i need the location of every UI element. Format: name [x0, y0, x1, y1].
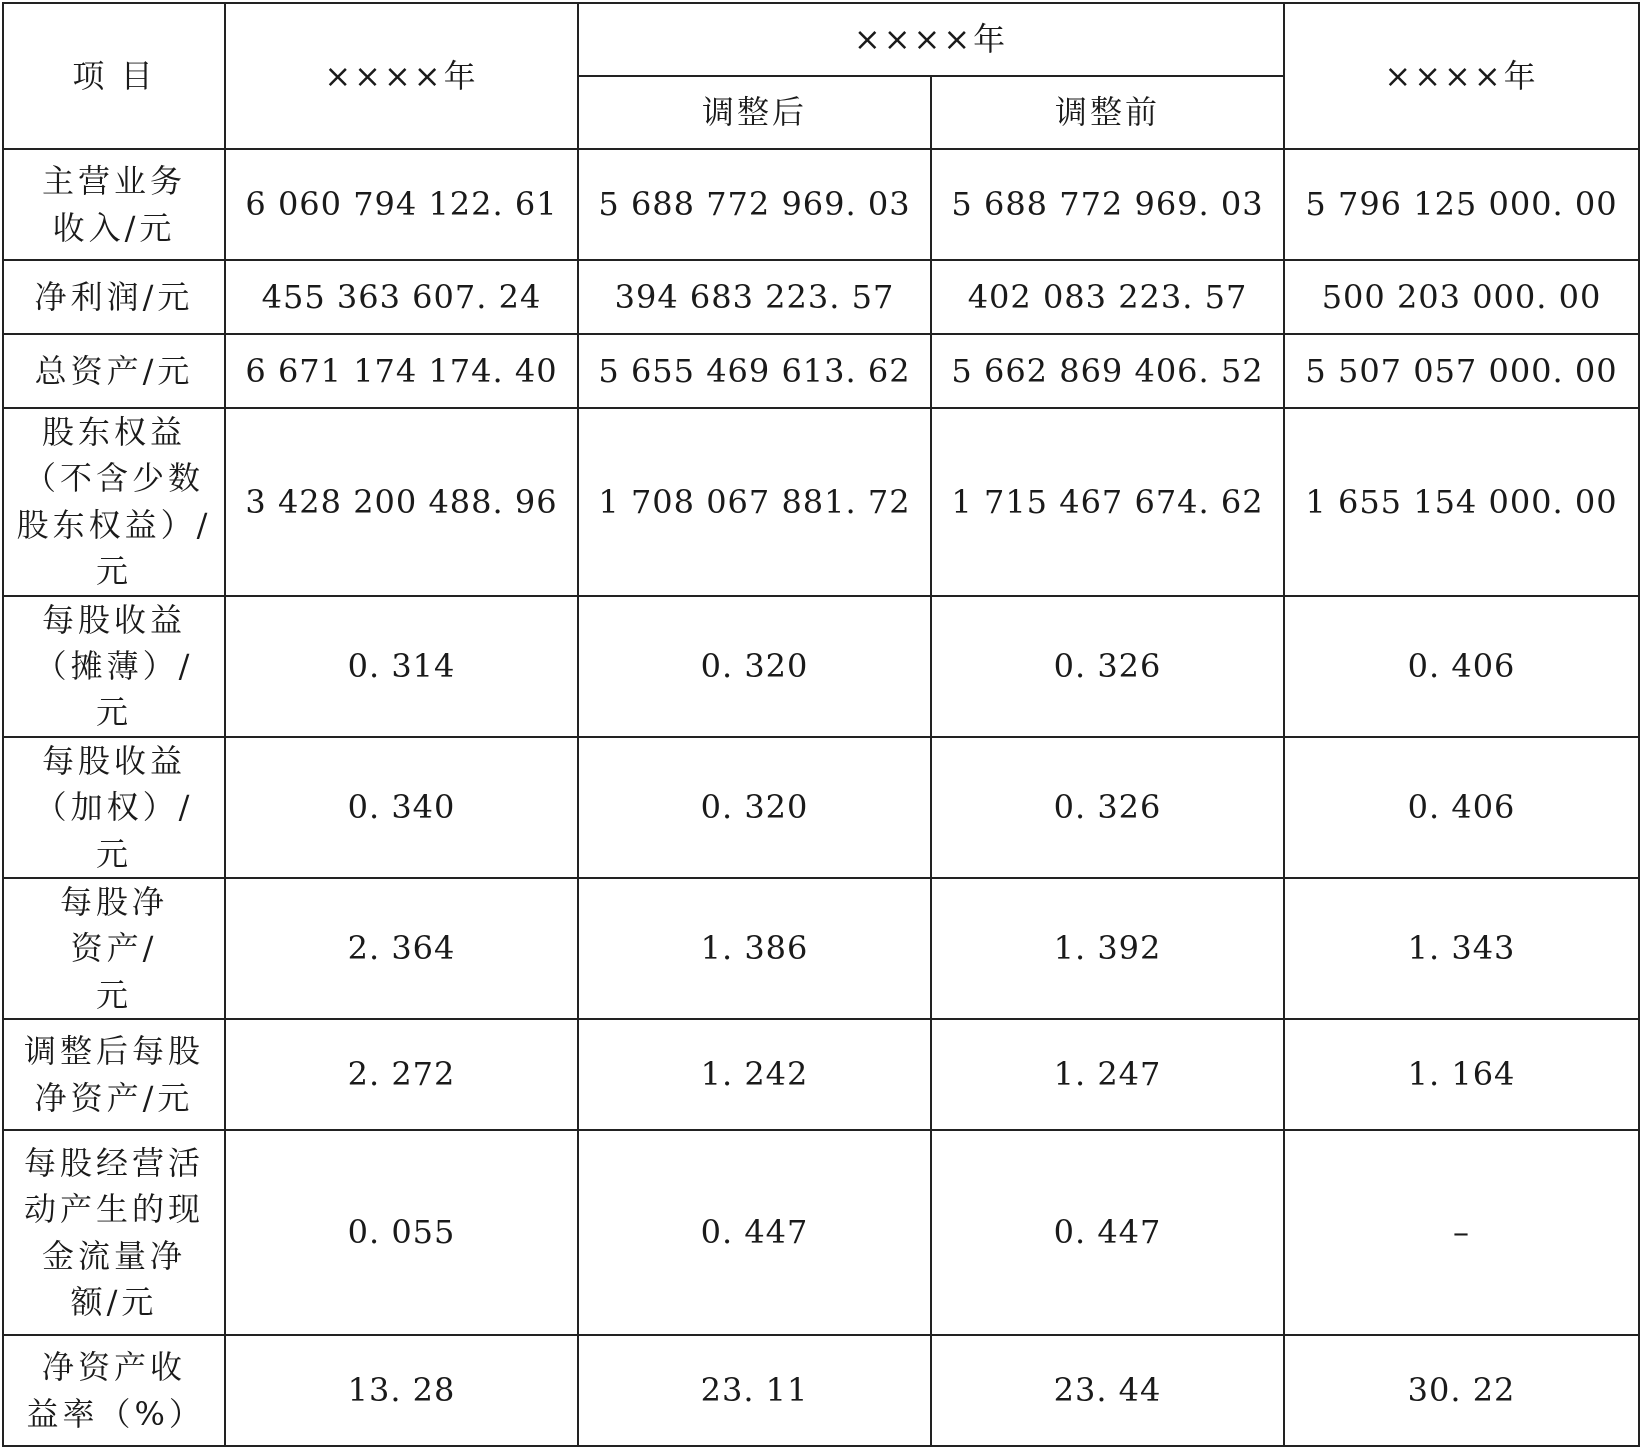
value-cell: 30. 22	[1284, 1335, 1639, 1446]
value-cell: 0. 447	[931, 1130, 1284, 1335]
table-row	[3, 737, 1639, 878]
row-label-cell	[3, 878, 225, 1019]
value-cell: 23. 44	[931, 1335, 1284, 1446]
value-cell: 5 688 772 969. 03	[578, 149, 931, 260]
value-cell: 402 083 223. 57	[931, 260, 1284, 334]
value-cell: 1. 164	[1284, 1019, 1639, 1130]
value-cell: 500 203 000. 00	[1284, 260, 1639, 334]
row-label: 每股经营活动产生的现金流量净额/元	[23, 1143, 204, 1321]
value-cell: 0. 406	[1284, 737, 1639, 878]
value-cell: 0. 326	[931, 737, 1284, 878]
value-cell: 1 655 154 000. 00	[1284, 408, 1639, 596]
row-label: 调整后每股净资产/元	[23, 1032, 204, 1117]
table-row	[3, 1130, 1639, 1335]
item-header-label: 项 目	[72, 56, 156, 95]
row-label-cell	[3, 1130, 225, 1335]
value-cell: 0. 314	[225, 596, 578, 737]
value-cell: 5 688 772 969. 03	[931, 149, 1284, 260]
value-cell: 2. 364	[225, 878, 578, 1019]
adjusted-after-header-cell	[578, 76, 931, 149]
value-cell: 0. 326	[931, 596, 1284, 737]
row-label: 净资产收益率（%）	[26, 1348, 205, 1433]
table-row	[3, 1335, 1639, 1446]
value-cell: 23. 11	[578, 1335, 931, 1446]
value-cell: 1 715 467 674. 62	[931, 408, 1284, 596]
header-row-top	[3, 3, 1639, 76]
value-cell: 0. 340	[225, 737, 578, 878]
year-header-label-2: ××××年	[853, 20, 1009, 59]
adjusted-before-header-cell	[931, 76, 1284, 149]
year-header-cell-3	[1284, 3, 1639, 149]
row-label: 每股收益（加权）/元	[34, 741, 194, 873]
row-label: 净利润/元	[34, 277, 194, 316]
row-label-cell	[3, 260, 225, 334]
value-cell: 1. 386	[578, 878, 931, 1019]
row-label-cell	[3, 1335, 225, 1446]
value-cell: 2. 272	[225, 1019, 578, 1130]
value-cell: 6 671 174 174. 40	[225, 334, 578, 408]
adjusted-before-label: 调整前	[1055, 93, 1161, 132]
year-header-label-3: ××××年	[1384, 56, 1539, 95]
adjusted-after-label: 调整后	[701, 93, 807, 132]
value-cell: 0. 320	[578, 596, 931, 737]
row-label: 股东权益（不含少数股东权益）/元	[16, 413, 212, 591]
row-label-cell	[3, 334, 225, 408]
table-row	[3, 334, 1639, 408]
financial-data-table	[2, 2, 1640, 1447]
row-label-cell	[3, 737, 225, 878]
value-cell: –	[1284, 1130, 1639, 1335]
row-label: 每股收益（摊薄）/元	[34, 600, 194, 732]
value-cell: 5 507 057 000. 00	[1284, 334, 1639, 408]
value-cell: 1. 247	[931, 1019, 1284, 1130]
value-cell: 0. 055	[225, 1130, 578, 1335]
row-label: 每股净资产/元	[59, 882, 168, 1014]
row-label-cell	[3, 408, 225, 596]
value-cell: 1. 392	[931, 878, 1284, 1019]
table-row	[3, 878, 1639, 1019]
row-label: 总资产/元	[34, 351, 194, 390]
row-label-cell	[3, 596, 225, 737]
row-label: 主营业务收入/元	[41, 162, 186, 247]
row-label-cell	[3, 149, 225, 260]
table-row	[3, 260, 1639, 334]
value-cell: 6 060 794 122. 61	[225, 149, 578, 260]
table-row	[3, 596, 1639, 737]
table-row	[3, 149, 1639, 260]
value-cell: 5 662 869 406. 52	[931, 334, 1284, 408]
value-cell: 0. 320	[578, 737, 931, 878]
year-header-cell-2	[578, 3, 1284, 76]
year-header-label-1: ××××年	[324, 56, 479, 95]
table-row	[3, 1019, 1639, 1130]
table-row	[3, 408, 1639, 596]
value-cell: 455 363 607. 24	[225, 260, 578, 334]
value-cell: 13. 28	[225, 1335, 578, 1446]
value-cell: 1. 343	[1284, 878, 1639, 1019]
value-cell: 5 655 469 613. 62	[578, 334, 931, 408]
value-cell: 5 796 125 000. 00	[1284, 149, 1639, 260]
year-header-cell-1	[225, 3, 578, 149]
value-cell: 1. 242	[578, 1019, 931, 1130]
row-label-cell	[3, 1019, 225, 1130]
value-cell: 0. 406	[1284, 596, 1639, 737]
item-header-cell	[3, 3, 225, 149]
value-cell: 1 708 067 881. 72	[578, 408, 931, 596]
value-cell: 0. 447	[578, 1130, 931, 1335]
value-cell: 3 428 200 488. 96	[225, 408, 578, 596]
value-cell: 394 683 223. 57	[578, 260, 931, 334]
